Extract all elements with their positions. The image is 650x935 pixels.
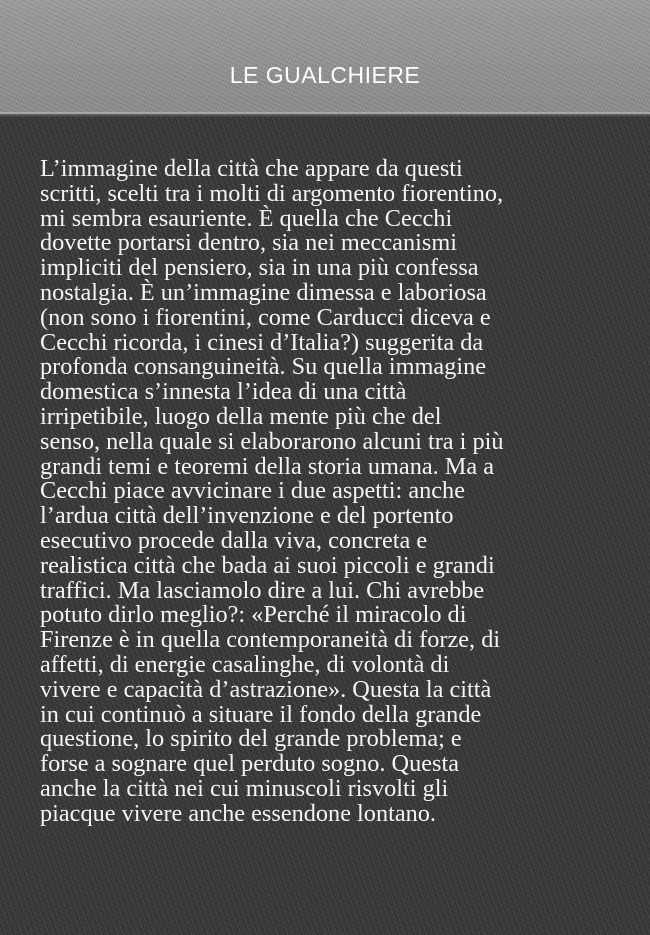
blurb-line: nostalgia. È un’immagine dimessa e laboriosa [40,278,487,306]
header-band-edge [0,112,650,117]
blurb-line: vivere e capacità d’astrazione». Questa la città [40,675,492,703]
blurb-line: grandi temi e teoremi della storia umana. Ma a [40,452,495,480]
blurb-line: irripetibile, luogo della mente più che del [40,402,442,430]
blurb-line: affetti, di energie casalinghe, di volontà di [40,650,450,678]
blurb-line: Cecchi piace avvicinare i due aspetti: anche [40,477,465,505]
blurb-line: forse a sognare quel perduto sogno. Questa [40,750,460,778]
blurb-line: scritti, scelti tra i molti di argomento fiorentino, [40,179,504,207]
series-title: LE GUALCHIERE [229,62,421,88]
blurb-line: esecutivo procede dalla viva, concreta e [40,526,428,554]
blurb-line: Cecchi ricorda, i cinesi d’Italia?) suggerita da [40,328,484,356]
blurb-line: Firenze è in quella contemporaneità di forze, di [40,626,501,654]
blurb-line: senso, nella quale si elaborarono alcuni tra i più [40,427,504,455]
blurb-line: anche la città nei cui minuscoli risvolti gli [40,774,449,802]
blurb-line: (non sono i fiorentini, come Carducci diceva e [40,303,491,331]
blurb-line: realistica città che bada ai suoi piccoli e grandi [40,551,495,579]
blurb-line: in cui continuò a situare il fondo della grande [40,700,482,728]
blurb-line: domestica s’innesta l’idea di una città [40,378,407,406]
blurb-line: impliciti del pensiero, sia in una più confessa [40,254,479,282]
header-band [0,0,650,114]
blurb-line: traffici. Ma lasciamolo dire a lui. Chi avrebbe [40,576,485,604]
blurb-line: profonda consanguineità. Su quella immagine [40,353,487,381]
blurb-line: dovette portarsi dentro, sia nei meccanismi [40,229,457,257]
blurb-line: questione, lo spirito del grande problema; e [40,725,462,753]
blurb-line: l’ardua città dell’invenzione e del portento [40,502,454,530]
blurb-text [40,157,618,827]
blurb-line: potuto dirlo meglio?: «Perché il miracolo di [40,601,467,629]
blurb-line: L’immagine della città che appare da questi [40,155,463,182]
blurb-line: mi sembra esauriente. È quella che Cecchi [40,204,453,232]
blurb-line: piacque vivere anche essendone lontano. [40,799,437,827]
